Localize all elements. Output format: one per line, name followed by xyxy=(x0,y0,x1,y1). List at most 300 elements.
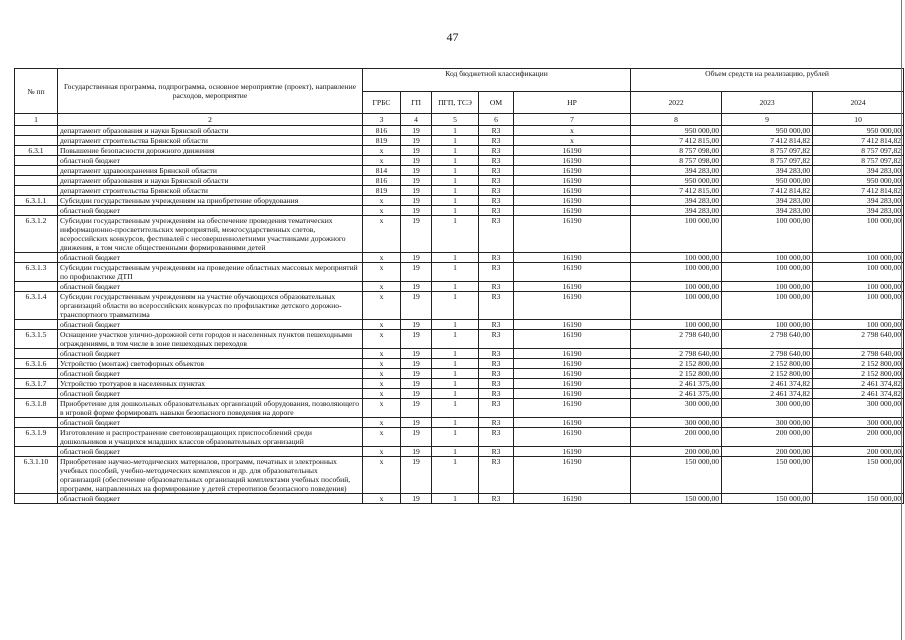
cell-num: 6.3.1.7 xyxy=(15,379,58,389)
cell-om: R3 xyxy=(479,126,514,136)
cell-y2022: 300 000,00 xyxy=(631,418,722,428)
cell-y2023: 394 283,00 xyxy=(722,196,813,206)
cell-grbs: 816 xyxy=(363,176,401,186)
cell-om: R3 xyxy=(479,447,514,457)
header-2022: 2022 xyxy=(631,92,722,114)
cell-y2023: 100 000,00 xyxy=(722,292,813,320)
cell-om: R3 xyxy=(479,136,514,146)
cell-num xyxy=(15,156,58,166)
cell-gp: 19 xyxy=(401,359,432,369)
cell-y2023: 950 000,00 xyxy=(722,176,813,186)
cell-gp: 19 xyxy=(401,282,432,292)
cell-y2022: 100 000,00 xyxy=(631,320,722,330)
cell-pgp: 1 xyxy=(432,359,479,369)
cell-pgp: 1 xyxy=(432,292,479,320)
cell-y2023: 2 152 800,00 xyxy=(722,369,813,379)
cell-grbs: x xyxy=(363,156,401,166)
cell-y2023: 100 000,00 xyxy=(722,282,813,292)
cell-num: 6.3.1.10 xyxy=(15,457,58,494)
table-row xyxy=(15,176,904,186)
cell-y2024: 2 461 374,82 xyxy=(813,379,904,389)
cell-pgp: 1 xyxy=(432,176,479,186)
cell-y2022: 950 000,00 xyxy=(631,176,722,186)
cell-y2022: 2 152 800,00 xyxy=(631,369,722,379)
cell-nr: 16190 xyxy=(514,282,631,292)
header-2023: 2023 xyxy=(722,92,813,114)
cell-y2023: 7 412 814,82 xyxy=(722,186,813,196)
cell-num xyxy=(15,126,58,136)
cell-y2024: 8 757 097,82 xyxy=(813,146,904,156)
cell-pgp: 1 xyxy=(432,494,479,504)
cell-om: R3 xyxy=(479,389,514,399)
cell-num: 6.3.1.4 xyxy=(15,292,58,320)
cell-y2022: 300 000,00 xyxy=(631,399,722,418)
cell-grbs: x xyxy=(363,196,401,206)
cell-num: 6.3.1.5 xyxy=(15,330,58,349)
cell-y2023: 8 757 097,82 xyxy=(722,156,813,166)
cell-y2024: 2 798 640,00 xyxy=(813,330,904,349)
cell-nr: 16190 xyxy=(514,457,631,494)
col-index-7: 7 xyxy=(514,114,631,126)
cell-num: 6.3.1.8 xyxy=(15,399,58,418)
cell-gp: 19 xyxy=(401,292,432,320)
cell-num xyxy=(15,447,58,457)
cell-pgp: 1 xyxy=(432,330,479,349)
cell-y2023: 200 000,00 xyxy=(722,428,813,447)
cell-y2022: 7 412 815,00 xyxy=(631,186,722,196)
col-index-4: 4 xyxy=(401,114,432,126)
cell-y2024: 100 000,00 xyxy=(813,282,904,292)
cell-gp: 19 xyxy=(401,156,432,166)
table-row xyxy=(15,494,904,504)
table-row xyxy=(15,126,904,136)
cell-name: областной бюджет xyxy=(58,349,363,359)
cell-grbs: x xyxy=(363,359,401,369)
cell-name: областной бюджет xyxy=(58,447,363,457)
cell-nr: 16190 xyxy=(514,418,631,428)
cell-grbs: x xyxy=(363,494,401,504)
cell-pgp: 1 xyxy=(432,146,479,156)
cell-grbs: x xyxy=(363,447,401,457)
cell-om: R3 xyxy=(479,196,514,206)
cell-y2024: 150 000,00 xyxy=(813,494,904,504)
cell-y2023: 200 000,00 xyxy=(722,447,813,457)
cell-num xyxy=(15,369,58,379)
cell-y2023: 394 283,00 xyxy=(722,166,813,176)
cell-num xyxy=(15,389,58,399)
cell-num xyxy=(15,282,58,292)
cell-om: R3 xyxy=(479,418,514,428)
cell-name: департамент образования и науки Брянской области xyxy=(58,126,363,136)
cell-y2023: 2 461 374,82 xyxy=(722,389,813,399)
header-num: № пп xyxy=(15,69,58,114)
cell-nr: 16190 xyxy=(514,320,631,330)
cell-y2023: 100 000,00 xyxy=(722,320,813,330)
cell-om: R3 xyxy=(479,369,514,379)
table-row xyxy=(15,156,904,166)
cell-name: Повышение безопасности дорожного движения xyxy=(58,146,363,156)
cell-y2023: 150 000,00 xyxy=(722,457,813,494)
table-row xyxy=(15,349,904,359)
cell-y2022: 200 000,00 xyxy=(631,447,722,457)
page-number: 47 xyxy=(446,30,459,44)
cell-grbs: x xyxy=(363,282,401,292)
cell-gp: 19 xyxy=(401,263,432,282)
table-row xyxy=(15,263,904,282)
cell-y2022: 950 000,00 xyxy=(631,126,722,136)
table-row xyxy=(15,457,904,494)
cell-om: R3 xyxy=(479,292,514,320)
cell-y2023: 2 461 374,82 xyxy=(722,379,813,389)
header-pgp: ПГП, ТСЭ xyxy=(432,92,479,114)
cell-nr: 16190 xyxy=(514,186,631,196)
table-row xyxy=(15,369,904,379)
cell-name: Оснащение участков улично-дорожной сети городов и населенных пунктов пешеходными ограждениями, в том числе в зоне пешеходных переходов xyxy=(58,330,363,349)
cell-name: департамент строительства Брянской области xyxy=(58,136,363,146)
cell-y2024: 8 757 097,82 xyxy=(813,156,904,166)
cell-nr: 16190 xyxy=(514,196,631,206)
cell-pgp: 1 xyxy=(432,399,479,418)
cell-nr: 16190 xyxy=(514,428,631,447)
cell-nr: 16190 xyxy=(514,379,631,389)
cell-y2022: 394 283,00 xyxy=(631,206,722,216)
cell-num xyxy=(15,176,58,186)
cell-om: R3 xyxy=(479,146,514,156)
cell-num xyxy=(15,186,58,196)
cell-pgp: 1 xyxy=(432,282,479,292)
cell-name: областной бюджет xyxy=(58,494,363,504)
cell-name: Субсидии государственным учреждениям на проведение областных массовых мероприятий по профилактике ДТП xyxy=(58,263,363,282)
cell-y2022: 2 798 640,00 xyxy=(631,349,722,359)
cell-om: R3 xyxy=(479,359,514,369)
cell-om: R3 xyxy=(479,176,514,186)
cell-num xyxy=(15,206,58,216)
cell-num: 6.3.1.6 xyxy=(15,359,58,369)
cell-name: департамент строительства Брянской области xyxy=(58,186,363,196)
cell-nr: 16190 xyxy=(514,369,631,379)
header-kbk: Код бюджетной классификации xyxy=(363,69,631,92)
cell-name: департамент образования и науки Брянской области xyxy=(58,176,363,186)
table-row xyxy=(15,282,904,292)
col-index-1: 1 xyxy=(15,114,58,126)
header-volume: Объем средств на реализацию, рублей xyxy=(631,69,904,92)
cell-y2022: 200 000,00 xyxy=(631,428,722,447)
cell-gp: 19 xyxy=(401,196,432,206)
cell-gp: 19 xyxy=(401,216,432,253)
cell-name: Субсидии государственным учреждениям на участие обучающихся образовательных организаций области во всероссийских конкурсах по профилактике детского дорожно-транспортного травматизма xyxy=(58,292,363,320)
budget-table xyxy=(14,68,904,504)
cell-y2023: 300 000,00 xyxy=(722,399,813,418)
cell-nr: 16190 xyxy=(514,359,631,369)
cell-y2023: 7 412 814,82 xyxy=(722,136,813,146)
table-row xyxy=(15,136,904,146)
cell-pgp: 1 xyxy=(432,418,479,428)
col-index-2: 2 xyxy=(58,114,363,126)
cell-om: R3 xyxy=(479,330,514,349)
cell-y2023: 150 000,00 xyxy=(722,494,813,504)
header-grbs: ГРБС xyxy=(363,92,401,114)
cell-grbs: x xyxy=(363,418,401,428)
cell-y2022: 2 798 640,00 xyxy=(631,330,722,349)
table-row xyxy=(15,216,904,253)
table-row xyxy=(15,359,904,369)
cell-gp: 19 xyxy=(401,320,432,330)
cell-grbs: x xyxy=(363,457,401,494)
col-index-9: 9 xyxy=(722,114,813,126)
cell-y2024: 2 461 374,82 xyxy=(813,389,904,399)
table-row xyxy=(15,389,904,399)
cell-gp: 19 xyxy=(401,418,432,428)
cell-name: Субсидии государственным учреждениям на приобретение оборудования xyxy=(58,196,363,206)
cell-y2024: 150 000,00 xyxy=(813,457,904,494)
table-row xyxy=(15,320,904,330)
cell-pgp: 1 xyxy=(432,206,479,216)
cell-y2023: 8 757 097,82 xyxy=(722,146,813,156)
cell-pgp: 1 xyxy=(432,369,479,379)
cell-y2022: 150 000,00 xyxy=(631,457,722,494)
cell-om: R3 xyxy=(479,156,514,166)
cell-num xyxy=(15,166,58,176)
cell-grbs: 816 xyxy=(363,126,401,136)
cell-name: областной бюджет xyxy=(58,206,363,216)
header-nr: НР xyxy=(514,92,631,114)
cell-nr: 16190 xyxy=(514,330,631,349)
cell-y2024: 2 798 640,00 xyxy=(813,349,904,359)
cell-y2024: 2 152 800,00 xyxy=(813,369,904,379)
cell-y2022: 394 283,00 xyxy=(631,196,722,206)
cell-y2023: 100 000,00 xyxy=(722,263,813,282)
cell-y2022: 100 000,00 xyxy=(631,216,722,253)
cell-nr: 16190 xyxy=(514,146,631,156)
table-row xyxy=(15,166,904,176)
cell-om: R3 xyxy=(479,166,514,176)
cell-om: R3 xyxy=(479,206,514,216)
cell-name: областной бюджет xyxy=(58,253,363,263)
cell-nr: 16190 xyxy=(514,156,631,166)
cell-nr: 16190 xyxy=(514,176,631,186)
cell-grbs: 819 xyxy=(363,186,401,196)
cell-y2024: 950 000,00 xyxy=(813,176,904,186)
cell-name: областной бюджет xyxy=(58,389,363,399)
table-row xyxy=(15,418,904,428)
cell-num: 6.3.1.2 xyxy=(15,216,58,253)
cell-y2023: 2 798 640,00 xyxy=(722,349,813,359)
cell-grbs: x xyxy=(363,263,401,282)
cell-nr: 16190 xyxy=(514,263,631,282)
cell-nr: 16190 xyxy=(514,389,631,399)
cell-y2022: 2 461 375,00 xyxy=(631,389,722,399)
cell-gp: 19 xyxy=(401,126,432,136)
cell-y2024: 100 000,00 xyxy=(813,216,904,253)
cell-nr: 16190 xyxy=(514,166,631,176)
cell-y2024: 394 283,00 xyxy=(813,166,904,176)
table-row xyxy=(15,428,904,447)
cell-y2022: 100 000,00 xyxy=(631,253,722,263)
cell-om: R3 xyxy=(479,282,514,292)
col-index-5: 5 xyxy=(432,114,479,126)
cell-y2022: 100 000,00 xyxy=(631,282,722,292)
cell-gp: 19 xyxy=(401,330,432,349)
cell-num: 6.3.1.3 xyxy=(15,263,58,282)
cell-y2022: 8 757 098,00 xyxy=(631,146,722,156)
cell-y2024: 7 412 814,82 xyxy=(813,136,904,146)
cell-y2023: 394 283,00 xyxy=(722,206,813,216)
table-row xyxy=(15,186,904,196)
cell-pgp: 1 xyxy=(432,126,479,136)
cell-y2024: 2 152 800,00 xyxy=(813,359,904,369)
cell-y2024: 394 283,00 xyxy=(813,206,904,216)
header-om: ОМ xyxy=(479,92,514,114)
cell-y2022: 2 461 375,00 xyxy=(631,379,722,389)
cell-pgp: 1 xyxy=(432,457,479,494)
cell-om: R3 xyxy=(479,216,514,253)
cell-gp: 19 xyxy=(401,176,432,186)
cell-y2024: 100 000,00 xyxy=(813,263,904,282)
cell-num: 6.3.1.9 xyxy=(15,428,58,447)
cell-y2023: 100 000,00 xyxy=(722,253,813,263)
cell-y2024: 100 000,00 xyxy=(813,292,904,320)
cell-grbs: 819 xyxy=(363,136,401,146)
cell-gp: 19 xyxy=(401,253,432,263)
cell-pgp: 1 xyxy=(432,186,479,196)
cell-pgp: 1 xyxy=(432,447,479,457)
cell-om: R3 xyxy=(479,253,514,263)
cell-gp: 19 xyxy=(401,186,432,196)
table-row xyxy=(15,196,904,206)
cell-y2022: 100 000,00 xyxy=(631,263,722,282)
cell-name: Устройство (монтаж) светофорных объектов xyxy=(58,359,363,369)
cell-num: 6.3.1.1 xyxy=(15,196,58,206)
cell-om: R3 xyxy=(479,349,514,359)
cell-y2024: 300 000,00 xyxy=(813,418,904,428)
cell-num xyxy=(15,253,58,263)
cell-grbs: x xyxy=(363,216,401,253)
cell-name: Устройство тротуаров в населенных пунктах xyxy=(58,379,363,389)
cell-om: R3 xyxy=(479,379,514,389)
cell-nr: x xyxy=(514,136,631,146)
cell-pgp: 1 xyxy=(432,379,479,389)
page-edge xyxy=(901,0,902,640)
cell-y2022: 100 000,00 xyxy=(631,292,722,320)
cell-y2024: 100 000,00 xyxy=(813,320,904,330)
col-index-8: 8 xyxy=(631,114,722,126)
cell-pgp: 1 xyxy=(432,320,479,330)
cell-num xyxy=(15,494,58,504)
cell-nr: x xyxy=(514,126,631,136)
cell-y2023: 950 000,00 xyxy=(722,126,813,136)
cell-gp: 19 xyxy=(401,447,432,457)
cell-num xyxy=(15,320,58,330)
cell-nr: 16190 xyxy=(514,349,631,359)
cell-y2024: 950 000,00 xyxy=(813,126,904,136)
table-row xyxy=(15,146,904,156)
cell-grbs: x xyxy=(363,369,401,379)
cell-om: R3 xyxy=(479,457,514,494)
cell-grbs: 814 xyxy=(363,166,401,176)
cell-name: областной бюджет xyxy=(58,369,363,379)
cell-om: R3 xyxy=(479,428,514,447)
cell-grbs: x xyxy=(363,399,401,418)
table-row xyxy=(15,330,904,349)
cell-y2024: 394 283,00 xyxy=(813,196,904,206)
cell-gp: 19 xyxy=(401,166,432,176)
col-index-10: 10 xyxy=(813,114,904,126)
cell-name: Изготовление и распространение световозвращающих приспособлений среди дошкольников и учащихся младших классов образовательных организаций xyxy=(58,428,363,447)
cell-nr: 16190 xyxy=(514,206,631,216)
cell-nr: 16190 xyxy=(514,253,631,263)
cell-gp: 19 xyxy=(401,389,432,399)
cell-gp: 19 xyxy=(401,369,432,379)
col-index-6: 6 xyxy=(479,114,514,126)
table-row xyxy=(15,253,904,263)
cell-y2022: 150 000,00 xyxy=(631,494,722,504)
table-row xyxy=(15,292,904,320)
cell-num: 6.3.1 xyxy=(15,146,58,156)
cell-grbs: x xyxy=(363,292,401,320)
cell-nr: 16190 xyxy=(514,399,631,418)
cell-name: департамент здравоохранения Брянской области xyxy=(58,166,363,176)
cell-name: областной бюджет xyxy=(58,320,363,330)
cell-gp: 19 xyxy=(401,146,432,156)
cell-y2024: 7 412 814,82 xyxy=(813,186,904,196)
cell-pgp: 1 xyxy=(432,263,479,282)
cell-pgp: 1 xyxy=(432,349,479,359)
cell-y2022: 7 412 815,00 xyxy=(631,136,722,146)
cell-gp: 19 xyxy=(401,379,432,389)
cell-gp: 19 xyxy=(401,136,432,146)
cell-pgp: 1 xyxy=(432,136,479,146)
cell-num xyxy=(15,349,58,359)
cell-pgp: 1 xyxy=(432,389,479,399)
cell-grbs: x xyxy=(363,146,401,156)
table-row xyxy=(15,379,904,389)
cell-y2024: 100 000,00 xyxy=(813,253,904,263)
cell-grbs: x xyxy=(363,389,401,399)
cell-gp: 19 xyxy=(401,494,432,504)
cell-gp: 19 xyxy=(401,399,432,418)
cell-gp: 19 xyxy=(401,428,432,447)
header-2024: 2024 xyxy=(813,92,904,114)
table-row xyxy=(15,206,904,216)
cell-y2022: 8 757 098,00 xyxy=(631,156,722,166)
cell-y2024: 300 000,00 xyxy=(813,399,904,418)
cell-name: областной бюджет xyxy=(58,418,363,428)
cell-om: R3 xyxy=(479,263,514,282)
cell-om: R3 xyxy=(479,320,514,330)
cell-pgp: 1 xyxy=(432,428,479,447)
cell-y2024: 200 000,00 xyxy=(813,428,904,447)
cell-name: Субсидии государственным учреждениям на обеспечение проведения тематических информационно-просветительских мероприятий, межгосударственных слетов, всероссийских конкурсов, фестивалей с несовершеннолетними участниками дорожного движения, в том числе общественными формированиями детей xyxy=(58,216,363,253)
cell-pgp: 1 xyxy=(432,166,479,176)
table-row xyxy=(15,399,904,418)
cell-gp: 19 xyxy=(401,349,432,359)
cell-pgp: 1 xyxy=(432,253,479,263)
cell-num xyxy=(15,418,58,428)
cell-pgp: 1 xyxy=(432,156,479,166)
cell-y2024: 200 000,00 xyxy=(813,447,904,457)
cell-grbs: x xyxy=(363,253,401,263)
cell-y2022: 2 152 800,00 xyxy=(631,359,722,369)
col-index-3: 3 xyxy=(363,114,401,126)
cell-om: R3 xyxy=(479,186,514,196)
cell-pgp: 1 xyxy=(432,216,479,253)
cell-grbs: x xyxy=(363,206,401,216)
cell-gp: 19 xyxy=(401,457,432,494)
cell-om: R3 xyxy=(479,494,514,504)
cell-nr: 16190 xyxy=(514,494,631,504)
cell-nr: 16190 xyxy=(514,292,631,320)
cell-gp: 19 xyxy=(401,206,432,216)
